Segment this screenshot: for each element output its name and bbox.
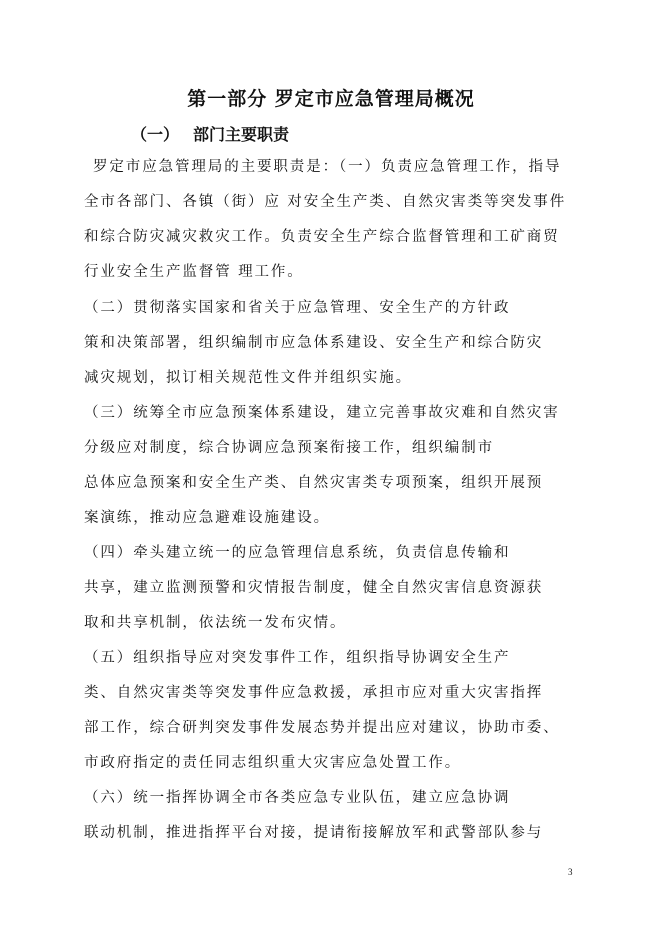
paragraph-line: （二）贯彻落实国家和省关于应急管理、安全生产的方针政 [84,300,511,316]
paragraph-line: 行业安全生产监督管 理工作。 [84,264,304,280]
paragraph-line: 分级应对制度，综合协调应急预案衔接工作，组织编制市 [84,440,494,456]
paragraph-line: 和综合防灾减灾救灾工作。负责安全生产综合监督管理和工矿商贸 [84,229,560,245]
section-number: （一） [131,125,180,144]
paragraph-line: 类、自然灾害类等突发事件应急救援，承担市应对重大灾害指挥 [84,685,544,701]
paragraph-line: （六）统一指挥协调全市各类应急专业队伍，建立应急协调 [84,790,511,806]
paragraph-line: 取和共享机制，依法统一发布灾情。 [84,615,347,631]
paragraph-line: 总体应急预案和安全生产类、自然灾害类专项预案，组织开展预 [84,475,544,491]
paragraph-line: 共享，建立监测预警和灾情报告制度，健全自然灾害信息资源获 [84,580,544,596]
paragraph-line: 联动机制，推进指挥平台对接，提请衔接解放军和武警部队参与 [84,825,544,841]
page-title: 第一部分 罗定市应急管理局概况 [187,88,475,110]
paragraph-line: （五）组织指导应对突发事件工作，组织指导协调安全生产 [84,650,511,666]
paragraph-line: 策和决策部署，组织编制市应急体系建设、安全生产和综合防灾 [84,335,544,351]
paragraph-line: 案演练，推动应急避难设施建设。 [84,510,330,526]
paragraph-line: 减灾规划，拟订相关规范性文件并组织实施。 [84,370,412,386]
paragraph-line: 全市各部门、各镇（街）应 对安全生产类、自然灾害类等突发事件 [84,194,567,210]
section-heading [131,122,289,145]
paragraph-line: 罗定市应急管理局的主要职责是：（一）负责应急管理工作，指导 [93,159,562,175]
page-number: 3 [568,867,573,877]
paragraph-line: （四）牵头建立统一的应急管理信息系统，负责信息传输和 [84,545,511,561]
paragraph-line: 部工作，综合研判突发事件发展态势并提出应对建议，协助市委、 [84,720,560,736]
paragraph-line: 市政府指定的责任同志组织重大灾害应急处置工作。 [84,755,462,771]
section-heading-text: 部门主要职责 [193,125,290,144]
paragraph-line: （三）统筹全市应急预案体系建设，建立完善事故灾难和自然灾害 [84,405,560,421]
